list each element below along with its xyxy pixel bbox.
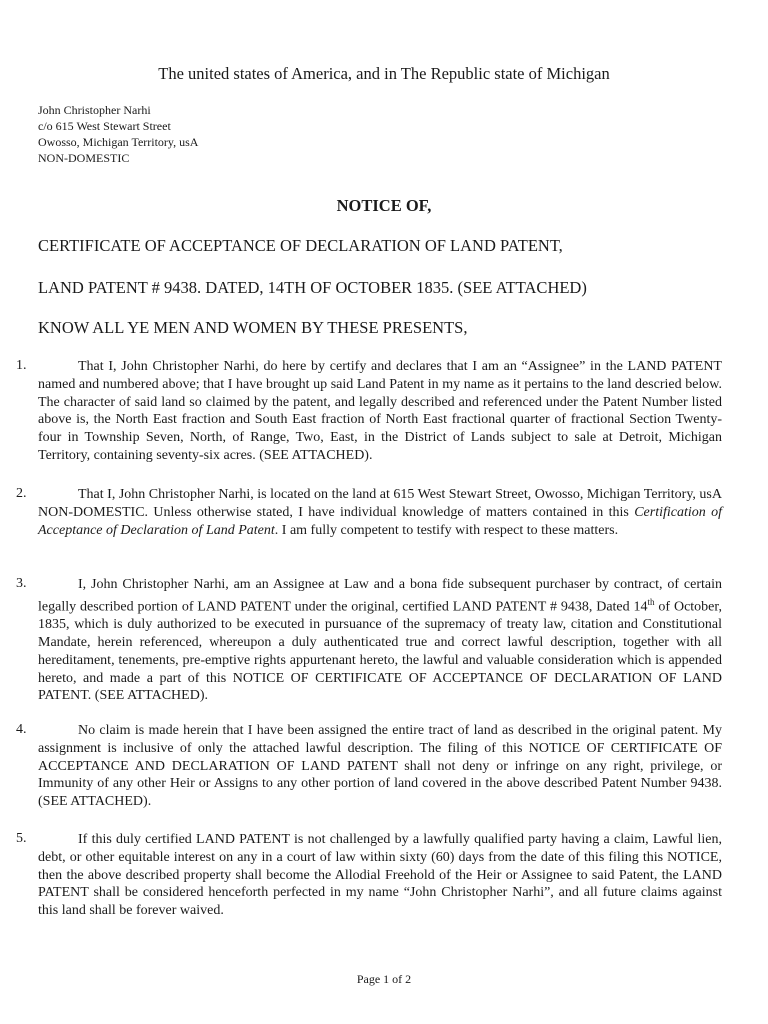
page-number: Page 1 of 2 [356,972,412,986]
address-status: NON-DOMESTIC [38,151,130,165]
land-patent-heading: LAND PATENT # 9438. DATED, 14TH OF OCTOBER 1835. (SEE ATTACHED) [38,278,587,297]
paragraph-3 [16,576,722,705]
paragraph-superscript: th [647,596,655,607]
document-title: The united states of America, and in The Republic state of Michigan [158,64,610,83]
notice-heading: NOTICE OF, [336,196,432,215]
paragraph-number: 4. [16,722,27,737]
address-city: Owosso, Michigan Territory, usA [38,135,199,149]
paragraph-text-before: I, John Christopher Narhi, am an Assignee at Law and a bona fide subsequent purchaser by contract, of certain legally described portion of LAND PATENT under the original, certified LAND PATENT # 9438, Dated 14 [38,577,722,615]
paragraph-4 [16,722,722,811]
address-name: John Christopher Narhi [38,103,151,117]
paragraph-text-before: That I, John Christopher Narhi, is located on the land at 615 West Stewart Street, Owosso, Michigan Territory, usA NON-DOMESTIC. Unless otherwise stated, I have individual knowledge of matters contained in this [38,487,722,520]
paragraph-number: 2. [16,486,27,501]
paragraph-number: 3. [16,576,27,591]
certificate-heading: CERTIFICATE OF ACCEPTANCE OF DECLARATION OF LAND PATENT, [38,236,563,255]
paragraph-2 [16,486,722,539]
paragraph-text: If this duly certified LAND PATENT is not challenged by a lawfully qualified party having a claim, Lawful lien, debt, or other equitable interest on any in a court of law within sixty (60) days from the date of this filing this NOTICE, then the above described property shall become the Allodial Freehold of the Heir or Assignee to said Patent, the LAND PATENT shall be considered henceforth perfected in my name “John Christopher Narhi”, and all future claims against this land shall be forever waived. [38,832,722,919]
paragraph-text-after: . I am fully competent to testify with respect to these matters. [274,522,619,538]
paragraph-text: That I, John Christopher Narhi, do here by certify and declares that I am an “Assignee” in the LAND PATENT named and numbered above; that I have brought up said Land Patent in my name as it pertains to the land descried below. The character of said land so claimed by the patent, and legally described and referenced under the Patent Number listed above is, the North East fraction and South East fraction of North East fractional quarter of fractional Section Twenty-four in Township Seven, North, of Range, Two, East, in the District of Lands subject to sale at Detroit, Michigan Territory, containing seventy-six acres. (SEE ATTACHED). [38,359,722,463]
paragraph-text [38,576,722,705]
paragraph-text-italic: Certification of Acceptance of Declaration of Land Patent [38,504,722,538]
paragraph-text: No claim is made herein that I have been assigned the entire tract of land as described in the original patent. My assignment is inclusive of only the attached lawful description. The filing of this NOTICE OF CERTIFICATE OF ACCEPTANCE AND DECLARATION OF LAND PATENT shall not deny or infringe on any right, privilege, or Immunity of any other Heir or Assigns to any other portion of land covered in the above described Patent Number 9438. (SEE ATTACHED). [38,723,722,810]
presents-heading: KNOW ALL YE MEN AND WOMEN BY THESE PRESENTS, [38,318,468,337]
paragraph-number: 5. [16,831,27,846]
paragraph-text-after: of October, 1835, which is duly authorized to be executed in pursuance of the supremacy of treaty law, citation and Constitutional Mandate, herein referenced, whereupon a duly authenticated true and correct lawful description, together with all hereditament, tenements, pre-emptive rights appurtenant hereto, the lawful and valuable consideration which is appended hereto, and made a part of this NOTICE OF CERTIFICATE OF ACCEPTANCE OF DECLARATION OF LAND PATENT. (SEE ATTACHED). [38,599,722,704]
paragraph-number: 1. [16,358,27,373]
address-block [38,102,198,166]
paragraph-text [38,486,722,539]
paragraph-5 [16,831,722,920]
address-street: c/o 615 West Stewart Street [38,119,171,133]
paragraph-1 [16,358,722,465]
